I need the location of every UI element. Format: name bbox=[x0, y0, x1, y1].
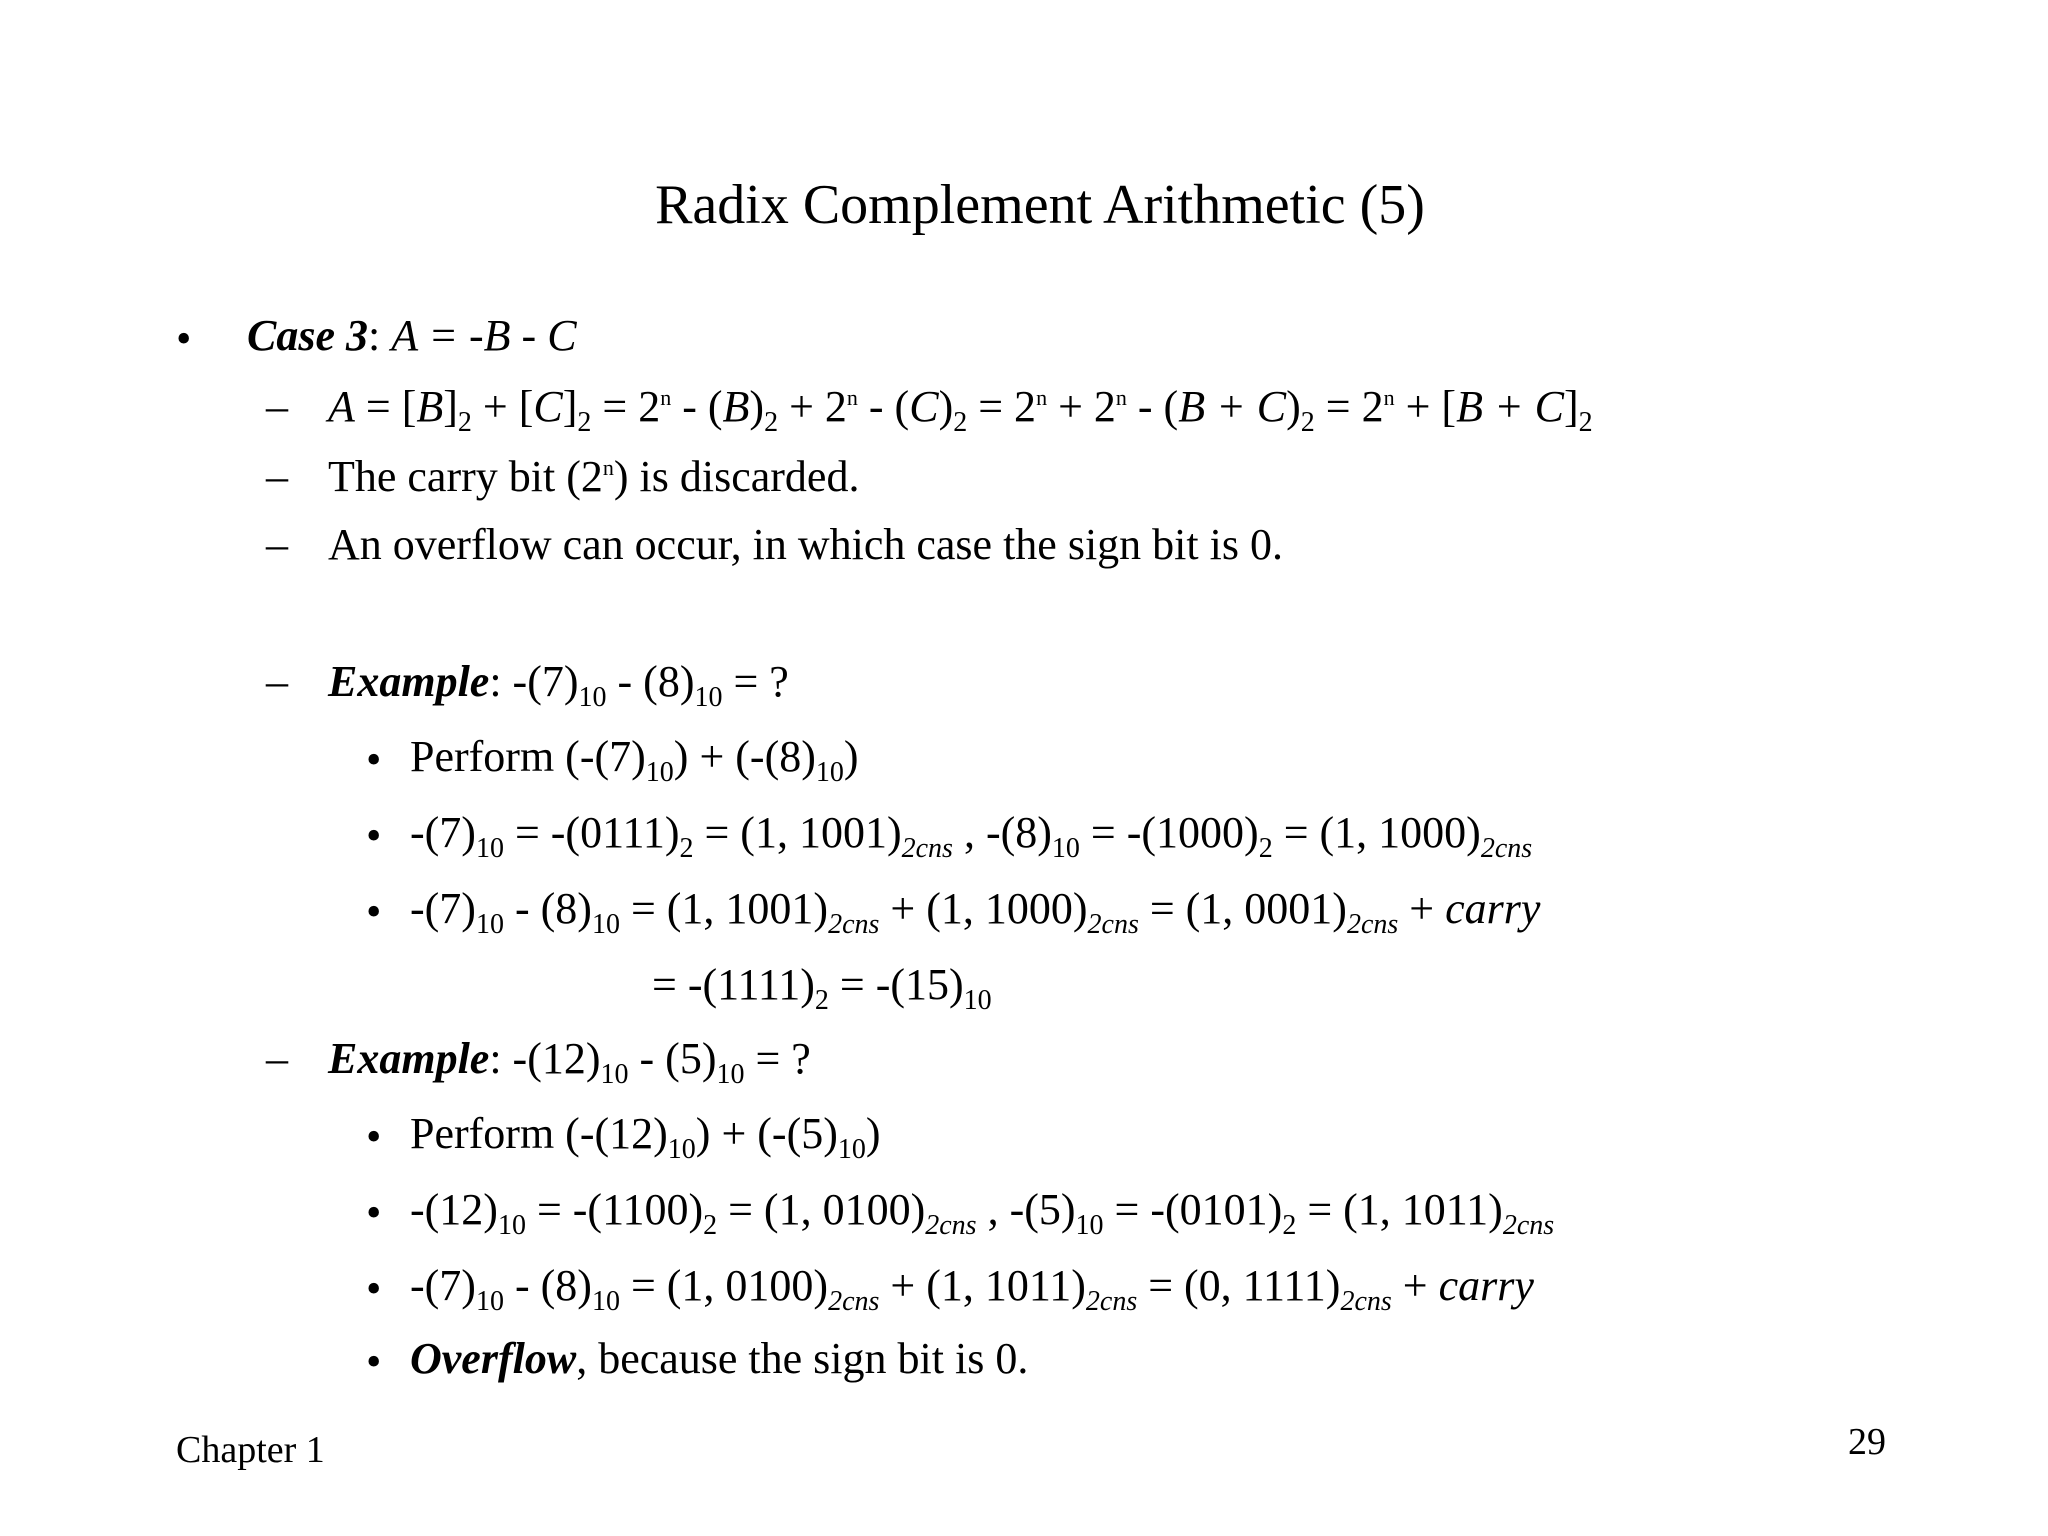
case3-equation: A = -B - C bbox=[391, 311, 577, 360]
dash-marker: – bbox=[266, 1034, 288, 1083]
text-seg: = -(0111) bbox=[503, 808, 680, 857]
text-seg: = (1, 0001) bbox=[1138, 884, 1347, 933]
text-seg: + [ bbox=[1394, 382, 1457, 431]
subscript: 10 bbox=[694, 682, 723, 713]
text-seg: ) + (-(5) bbox=[695, 1109, 838, 1158]
example-1-conversion bbox=[410, 806, 1533, 864]
text-seg: + bbox=[1398, 884, 1446, 933]
subscript: 2 bbox=[1258, 833, 1273, 864]
subscript: 2cns bbox=[828, 909, 880, 940]
bullet-marker: • bbox=[366, 887, 382, 936]
subscript: 2 bbox=[577, 407, 592, 438]
text-seg: - (8) bbox=[503, 884, 592, 933]
var-b: B bbox=[722, 382, 750, 431]
text-seg: = (1, 1001) bbox=[693, 808, 902, 857]
example-label: Example bbox=[328, 657, 490, 706]
example-1-sum bbox=[410, 882, 1541, 940]
text-seg: = (1, 1001) bbox=[619, 884, 829, 933]
example-1-result bbox=[652, 958, 992, 1016]
text-seg: ) + (-(8) bbox=[673, 732, 816, 781]
subscript: 10 bbox=[600, 1059, 629, 1090]
example-2-overflow bbox=[410, 1332, 1028, 1386]
subscript: 10 bbox=[578, 682, 607, 713]
text-seg: = (0, 1111) bbox=[1137, 1261, 1341, 1310]
text-seg: -(7) bbox=[410, 808, 476, 857]
slide-title: Radix Complement Arithmetic (5) bbox=[655, 174, 1425, 236]
text-seg: ) bbox=[938, 382, 954, 431]
text-seg: = (1, 0100) bbox=[619, 1261, 829, 1310]
subscript: 2cns bbox=[1480, 833, 1533, 864]
subscript: 10 bbox=[497, 1210, 526, 1241]
var-c: C bbox=[533, 382, 563, 431]
text-seg: , -(8) bbox=[952, 808, 1052, 857]
overflow-label: Overflow bbox=[410, 1334, 577, 1383]
overflow-note: An overflow can occur, in which case the sign bit is 0. bbox=[328, 520, 1283, 569]
text-seg: = -(0101) bbox=[1103, 1185, 1283, 1234]
text-seg: = ? bbox=[722, 657, 789, 706]
derivation-line bbox=[328, 380, 1593, 438]
subscript: 10 bbox=[475, 909, 504, 940]
subscript: 10 bbox=[837, 1134, 866, 1165]
text-seg: ] bbox=[562, 382, 578, 431]
text-seg: ) bbox=[865, 1109, 881, 1158]
text-seg: ) bbox=[1286, 382, 1301, 431]
bullet-marker: • bbox=[366, 735, 382, 784]
subscript: 10 bbox=[591, 1286, 620, 1317]
subscript: 10 bbox=[716, 1059, 745, 1090]
subscript: 10 bbox=[1075, 1210, 1104, 1241]
text-seg: : -(7) bbox=[489, 657, 579, 706]
subscript: 2 bbox=[1300, 407, 1315, 438]
subscript: 2cns bbox=[901, 833, 953, 864]
example-2-sum bbox=[410, 1259, 1534, 1317]
carry-word: carry bbox=[1445, 884, 1541, 933]
text-seg: - (5) bbox=[628, 1034, 717, 1083]
subscript: 10 bbox=[475, 1286, 504, 1317]
text-seg: = 2 bbox=[967, 382, 1037, 431]
text-seg: + (1, 1000) bbox=[879, 884, 1088, 933]
superscript: n bbox=[1115, 385, 1127, 410]
text-seg: = -(1100) bbox=[525, 1185, 704, 1234]
text-seg: + [ bbox=[471, 382, 534, 431]
text-seg: - (8) bbox=[503, 1261, 592, 1310]
superscript: n bbox=[660, 385, 672, 410]
subscript: 2 bbox=[1282, 1210, 1297, 1241]
bullet-marker: • bbox=[176, 314, 192, 363]
example-1-perform bbox=[410, 730, 859, 788]
superscript: n bbox=[1036, 385, 1048, 410]
superscript: n bbox=[846, 385, 858, 410]
subscript: 2cns bbox=[828, 1286, 880, 1317]
text-seg: -(7) bbox=[410, 1261, 476, 1310]
subscript: 10 bbox=[963, 985, 992, 1016]
text-seg: + (1, 1011) bbox=[879, 1261, 1086, 1310]
text-seg: = 2 bbox=[1314, 382, 1384, 431]
bullet-marker: • bbox=[366, 1188, 382, 1237]
text-seg: - (8) bbox=[606, 657, 695, 706]
text-seg: = 2 bbox=[591, 382, 661, 431]
bullet-marker: • bbox=[366, 811, 382, 860]
subscript: 2cns bbox=[1346, 909, 1399, 940]
subscript: 2 bbox=[457, 407, 472, 438]
subscript: 10 bbox=[591, 909, 620, 940]
subscript: 2 bbox=[679, 833, 694, 864]
var-b-plus-c: B + C bbox=[1178, 382, 1287, 431]
superscript: n bbox=[1383, 385, 1395, 410]
text-seg: + 2 bbox=[1047, 382, 1116, 431]
text-seg: ) bbox=[843, 732, 859, 781]
subscript: 2 bbox=[814, 985, 829, 1016]
var-b: B bbox=[416, 382, 444, 431]
text-seg: = (1, 0100) bbox=[717, 1185, 926, 1234]
subscript: 10 bbox=[667, 1134, 696, 1165]
text-seg: Perform (-(12) bbox=[410, 1109, 668, 1158]
case3-heading bbox=[247, 309, 577, 363]
example-2-conversion bbox=[410, 1183, 1555, 1241]
subscript: 2cns bbox=[1340, 1286, 1392, 1317]
var-b-plus-c: B + C bbox=[1456, 382, 1564, 431]
text-seg: , because the sign bit is 0. bbox=[576, 1334, 1029, 1383]
text-seg: = [ bbox=[354, 382, 417, 431]
case3-label: Case 3 bbox=[247, 311, 368, 360]
subscript: 10 bbox=[475, 833, 504, 864]
example-2-perform bbox=[410, 1107, 881, 1165]
text-seg: - ( bbox=[1126, 382, 1179, 431]
carry-note bbox=[328, 450, 859, 504]
text-seg: = -(15) bbox=[828, 960, 964, 1009]
text-seg: Perform (-(7) bbox=[410, 732, 646, 781]
subscript: 2cns bbox=[1087, 909, 1139, 940]
subscript: 2cns bbox=[925, 1210, 977, 1241]
subscript: 10 bbox=[815, 757, 844, 788]
text-seg: = ? bbox=[744, 1034, 811, 1083]
subscript: 10 bbox=[645, 757, 674, 788]
text-seg: - ( bbox=[857, 382, 910, 431]
bullet-marker: • bbox=[366, 1337, 382, 1386]
subscript: 2 bbox=[764, 407, 779, 438]
text-seg: ) bbox=[749, 382, 765, 431]
text-seg: The carry bit (2 bbox=[328, 452, 603, 501]
text-seg: = (1, 1011) bbox=[1296, 1185, 1503, 1234]
text-seg: , -(5) bbox=[976, 1185, 1076, 1234]
example-2-heading bbox=[328, 1032, 811, 1090]
page-number: 29 bbox=[1848, 1421, 1886, 1463]
bullet-marker: • bbox=[366, 1112, 382, 1161]
case3-colon: : bbox=[368, 311, 381, 360]
text-seg: = (1, 1000) bbox=[1272, 808, 1481, 857]
dash-marker: – bbox=[266, 520, 288, 569]
dash-marker: – bbox=[266, 382, 288, 431]
var-a: A bbox=[328, 382, 355, 431]
subscript: 2 bbox=[703, 1210, 718, 1241]
text-seg: + 2 bbox=[778, 382, 847, 431]
subscript: 2 bbox=[953, 407, 968, 438]
subscript: 2cns bbox=[1502, 1210, 1555, 1241]
dash-marker: – bbox=[266, 452, 288, 501]
subscript: 10 bbox=[1051, 833, 1080, 864]
text-seg: ] bbox=[443, 382, 458, 431]
text-seg: - ( bbox=[671, 382, 723, 431]
text-seg: ) is discarded. bbox=[613, 452, 860, 501]
text-seg: = -(1000) bbox=[1079, 808, 1259, 857]
text-seg: ] bbox=[1564, 382, 1579, 431]
text-seg: = -(1111) bbox=[652, 960, 815, 1009]
footer-chapter: Chapter 1 bbox=[176, 1429, 325, 1471]
text-seg: : -(12) bbox=[489, 1034, 601, 1083]
carry-word: carry bbox=[1438, 1261, 1534, 1310]
subscript: 2 bbox=[1578, 407, 1593, 438]
text-seg: -(7) bbox=[410, 884, 476, 933]
bullet-marker: • bbox=[366, 1264, 382, 1313]
text-seg: -(12) bbox=[410, 1185, 498, 1234]
superscript: n bbox=[602, 455, 614, 480]
dash-marker: – bbox=[266, 657, 288, 706]
example-1-heading bbox=[328, 655, 789, 713]
var-c: C bbox=[909, 382, 939, 431]
subscript: 2cns bbox=[1085, 1286, 1138, 1317]
example-label: Example bbox=[328, 1034, 490, 1083]
text-seg: + bbox=[1391, 1261, 1439, 1310]
